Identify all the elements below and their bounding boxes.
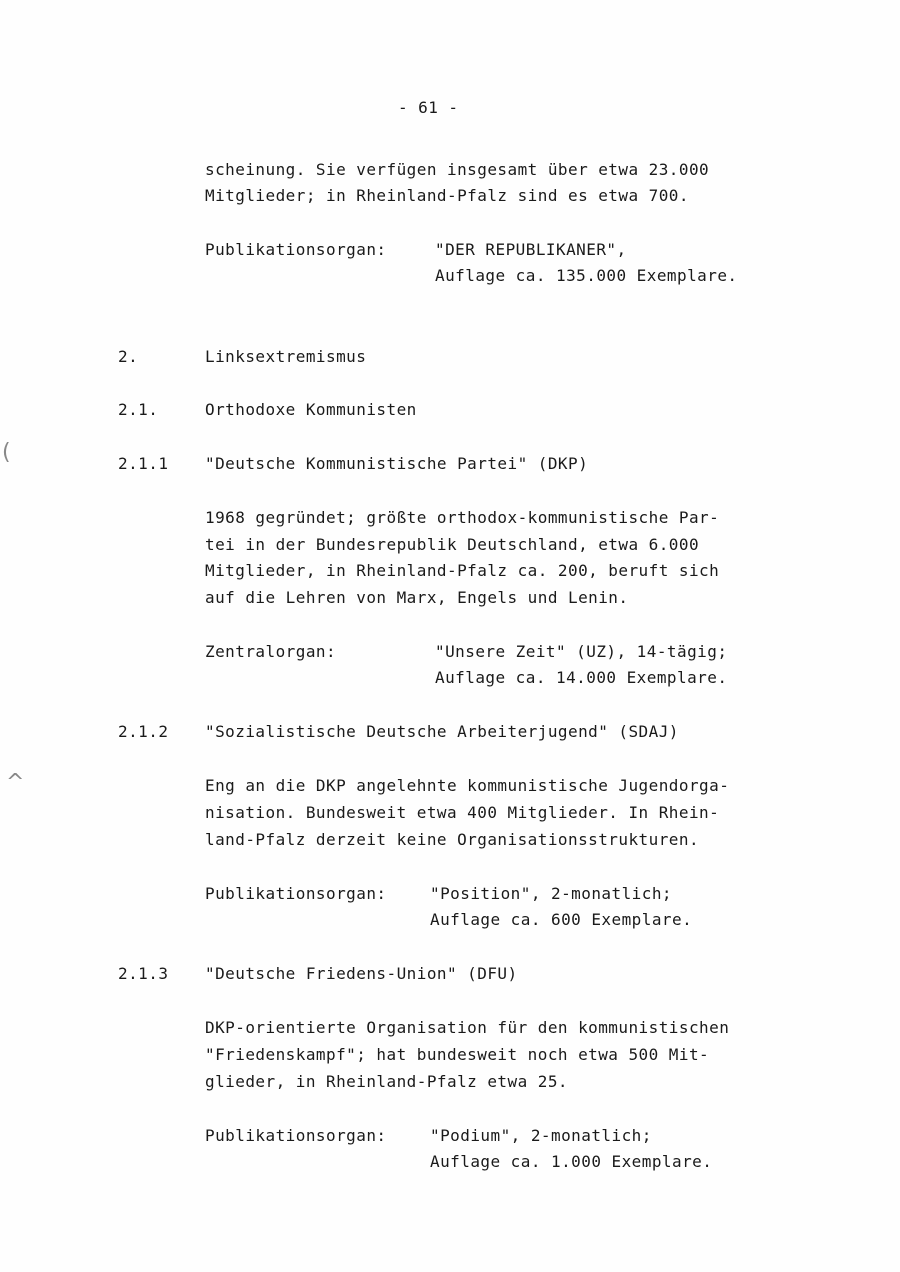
punch-hole-mark: ^ (6, 770, 25, 795)
publication-label: Publikationsorgan: (205, 240, 387, 259)
intro-line: Mitglieder; in Rheinland-Pfalz sind es etwa 700. (205, 186, 689, 205)
section-number: 2. (118, 347, 139, 366)
paragraph-line: 1968 gegründet; größte orthodox-kommunistische Par- (205, 508, 720, 527)
section-number: 2.1.2 (118, 722, 169, 741)
paragraph-line: Eng an die DKP angelehnte kommunistische Jugendorga- (205, 776, 730, 795)
intro-line: scheinung. Sie verfügen insgesamt über etwa 23.000 (205, 160, 710, 179)
publication-value: "Podium", 2-monatlich; (430, 1126, 652, 1145)
paragraph-line: Mitglieder, in Rheinland-Pfalz ca. 200, beruft sich (205, 561, 720, 580)
section-number: 2.1.1 (118, 454, 169, 473)
publication-value: "Unsere Zeit" (UZ), 14-tägig; (435, 642, 728, 661)
paragraph-line: "Friedenskampf"; hat bundesweit noch etwa 500 Mit- (205, 1045, 710, 1064)
paragraph-line: tei in der Bundesrepublik Deutschland, etwa 6.000 (205, 535, 700, 554)
publication-value: Auflage ca. 1.000 Exemplare. (430, 1152, 713, 1171)
publication-value: "Position", 2-monatlich; (430, 884, 672, 903)
paragraph-line: land-Pfalz derzeit keine Organisationsstrukturen. (205, 830, 700, 849)
publication-value: Auflage ca. 600 Exemplare. (430, 910, 693, 929)
paragraph-line: DKP-orientierte Organisation für den kommunistischen (205, 1018, 730, 1037)
paragraph-line: glieder, in Rheinland-Pfalz etwa 25. (205, 1072, 568, 1091)
section-title: "Deutsche Friedens-Union" (DFU) (205, 964, 518, 983)
section-title: "Deutsche Kommunistische Partei" (DKP) (205, 454, 589, 473)
publication-value: "DER REPUBLIKANER", (435, 240, 627, 259)
punch-hole-mark: ( (2, 440, 12, 465)
section-title: "Sozialistische Deutsche Arbeiterjugend" (SDAJ) (205, 722, 679, 741)
publication-value: Auflage ca. 135.000 Exemplare. (435, 266, 738, 285)
publication-value: Auflage ca. 14.000 Exemplare. (435, 668, 728, 687)
paragraph-line: nisation. Bundesweit etwa 400 Mitglieder. In Rhein- (205, 803, 720, 822)
publication-label: Publikationsorgan: (205, 884, 387, 903)
paragraph-line: auf die Lehren von Marx, Engels und Lenin. (205, 588, 629, 607)
publication-label: Zentralorgan: (205, 642, 337, 661)
section-title: Orthodoxe Kommunisten (205, 400, 417, 419)
publication-label: Publikationsorgan: (205, 1126, 387, 1145)
section-number: 2.1. (118, 400, 159, 419)
page-number: - 61 - (398, 98, 459, 117)
section-title: Linksextremismus (205, 347, 367, 366)
section-number: 2.1.3 (118, 964, 169, 983)
